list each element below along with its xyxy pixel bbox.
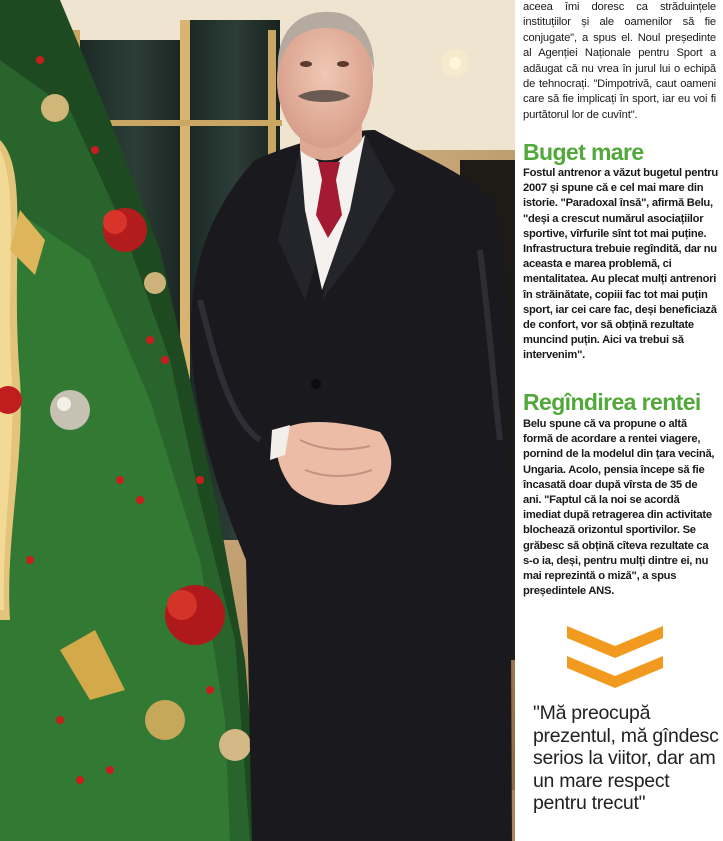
intro-paragraph: aceea îmi doresc ca străduințele instituțiilor și ale oamenilor să fie conjugate", a spus el. Noul președinte al Agenției Naționale pentru Sport a adăugat că nu vrea în jurul lui o echipă de tehnocrați. "Dimpotrivă, caut oameni care să fie implicați în sport, iar eu voi fi purtătorul lor de cuvînt". bbox=[523, 1, 716, 121]
double-chevron-down-icon bbox=[565, 622, 665, 690]
section-text-buget-mare: Fostul antrenor a văzut bugetul pentru 2007 și spune că e cel mai mare din istorie. "Paradoxal însă", afirmă Belu, "deși a crescut numărul asociațiilor sportive, vîrfurile sînt tot mai puține. Infrastructura trebuie regîndită, dar nu aceasta e marea problemă, ci mentalitatea. Au plecat mulți antrenori în străinătate, copiii fac tot mai puțin sport, iar cei care fac, deși beneficiază de confort, vor să obțină rezultate muncind puțin. Aici va trebui să intervenim". bbox=[523, 167, 718, 362]
article-column bbox=[523, 0, 719, 841]
section-heading-buget-mare: Buget mare bbox=[523, 139, 644, 165]
pull-quote: "Mă preocupă prezentul, mă gîndesc serios la viitor, dar am un mare respect pentru trecut" bbox=[533, 702, 719, 815]
section-heading-regindirea-rentei: Regîndirea rentei bbox=[523, 389, 701, 415]
section-text-regindirea-rentei: Belu spune că va propune o altă formă de acordare a rentei viagere, pornind de la modelul din țara vecină, Ungaria. Acolo, pensia începe să fie încasată doar după vîrsta de 35 de ani. "Faptul că la noi se acordă imediat după retragerea din activitate blochează orizontul sportivilor. Se grăbesc să obțină cîteva rezultate ca s-o ia, deși, pentru mulți dintre ei, nu mai reprezintă o miză", a spus președintele ANS. bbox=[523, 418, 715, 598]
